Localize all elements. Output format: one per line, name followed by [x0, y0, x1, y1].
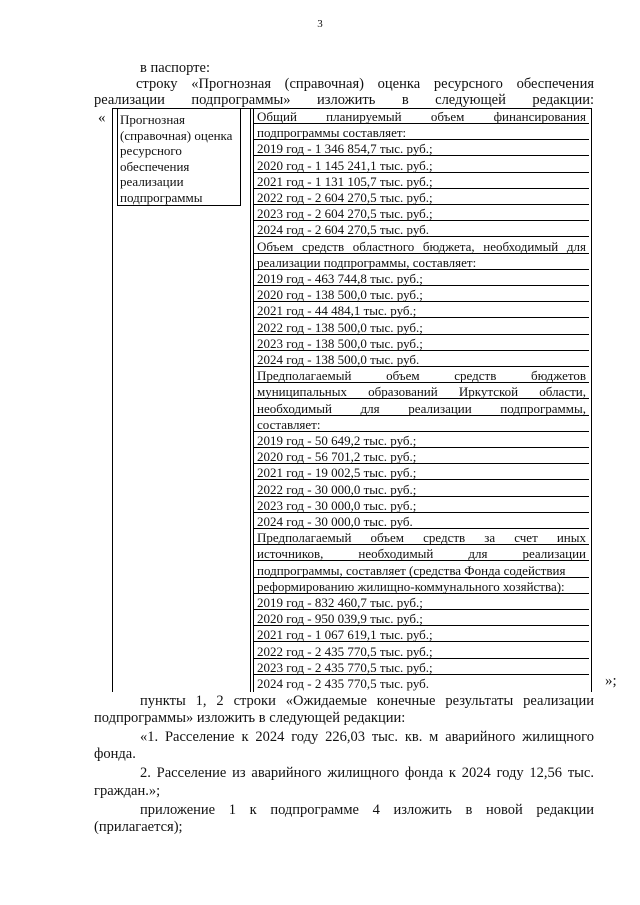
value-line: необходимый для реализации подпрограммы,	[254, 401, 589, 416]
appendix-line-2: (прилагается);	[94, 819, 183, 835]
label-line: подпрограммы	[120, 189, 203, 205]
table-value-column	[253, 109, 589, 692]
label-line: реализации	[120, 174, 184, 189]
value-line: 2021 год - 44 484,1 тыс. руб.;	[254, 303, 589, 318]
item1-line-1: «1. Расселение к 2024 году 226,03 тыс. кв. м аварийного жилищного	[140, 729, 594, 745]
value-line: 2021 год - 1 067 619,1 тыс. руб.;	[254, 627, 589, 642]
intro-line-2: строку «Прогнозная (справочная) оценка ресурсного обеспечения	[136, 76, 594, 92]
value-line: 2024 год - 2 435 770,5 тыс. руб.	[257, 676, 430, 691]
label-line: обеспечения	[120, 158, 190, 174]
value-line: составляет:	[254, 417, 589, 432]
value-line: муниципальных образований Иркутской области,	[254, 384, 589, 399]
intro-line-3: реализации подпрограммы» изложить в следующей редакции:	[94, 92, 594, 108]
value-line: 2019 год - 50 649,2 тыс. руб.;	[254, 433, 589, 448]
value-line: 2019 год - 463 744,8 тыс. руб.;	[254, 271, 589, 286]
value-line: 2022 год - 30 000,0 тыс. руб.;	[254, 482, 589, 497]
value-line: подпрограммы, составляет (средства Фонда содействия	[254, 563, 589, 578]
value-line: 2021 год - 19 002,5 тыс. руб.;	[254, 465, 589, 480]
label-line: Прогнозная	[120, 112, 186, 127]
value-line: Предполагаемый объем средств за счет иных	[254, 530, 589, 545]
label-line: ресурсного	[120, 143, 182, 158]
value-line: Предполагаемый объем средств бюджетов	[254, 368, 589, 383]
quote-close: »;	[605, 673, 617, 689]
value-line: 2023 год - 138 500,0 тыс. руб.;	[254, 336, 589, 351]
value-line: 2022 год - 2 435 770,5 тыс. руб.;	[254, 644, 589, 659]
value-line: 2023 год - 30 000,0 тыс. руб.;	[254, 498, 589, 513]
value-line: подпрограммы составляет:	[254, 125, 589, 140]
item2-line-1: 2. Расселение из аварийного жилищного фонда к 2024 году 12,56 тыс.	[140, 765, 594, 781]
value-line: 2023 год - 2 604 270,5 тыс. руб.;	[254, 206, 589, 221]
results-line-2: подпрограммы» изложить в следующей редакции:	[94, 710, 406, 726]
value-line: 2022 год - 138 500,0 тыс. руб.;	[254, 320, 589, 335]
value-line: 2020 год - 950 039,9 тыс. руб.;	[254, 611, 589, 626]
table-label-column	[113, 109, 251, 692]
quote-open: «	[98, 110, 106, 126]
value-line: источников, необходимый для реализации	[254, 546, 589, 561]
value-line: Общий планируемый объем финансирования	[254, 109, 589, 124]
value-line: 2023 год - 2 435 770,5 тыс. руб.;	[254, 660, 589, 675]
label-line: (справочная) оценка	[120, 127, 233, 143]
value-line: 2020 год - 56 701,2 тыс. руб.;	[254, 449, 589, 464]
value-line: 2024 год - 138 500,0 тыс. руб.	[254, 352, 589, 367]
value-line: Объем средств областного бюджета, необходимый для	[254, 239, 589, 254]
page-number: 3	[317, 18, 323, 30]
appendix-line-1: приложение 1 к подпрограмме 4 изложить в новой редакции	[140, 802, 594, 818]
value-line: реализации подпрограммы, составляет:	[254, 255, 589, 270]
value-line: 2024 год - 2 604 270,5 тыс. руб.	[254, 222, 589, 237]
value-line: 2021 год - 1 131 105,7 тыс. руб.;	[254, 174, 589, 189]
value-line: 2019 год - 1 346 854,7 тыс. руб.;	[254, 141, 589, 156]
item1-line-2: фонда.	[94, 746, 136, 762]
value-line: 2024 год - 30 000,0 тыс. руб.	[254, 514, 589, 529]
value-line: реформированию жилищно-коммунального хозяйства):	[254, 579, 589, 594]
intro-line-1: в паспорте:	[140, 60, 210, 76]
value-line: 2022 год - 2 604 270,5 тыс. руб.;	[254, 190, 589, 205]
value-line: 2020 год - 1 145 241,1 тыс. руб.;	[254, 158, 589, 173]
value-line: 2020 год - 138 500,0 тыс. руб.;	[254, 287, 589, 302]
item2-line-2: граждан.»;	[94, 783, 161, 799]
table-label-cell	[120, 112, 238, 205]
passport-table	[112, 108, 592, 692]
value-line: 2019 год - 832 460,7 тыс. руб.;	[254, 595, 589, 610]
results-line-1: пункты 1, 2 строки «Ожидаемые конечные результаты реализации	[140, 693, 594, 709]
